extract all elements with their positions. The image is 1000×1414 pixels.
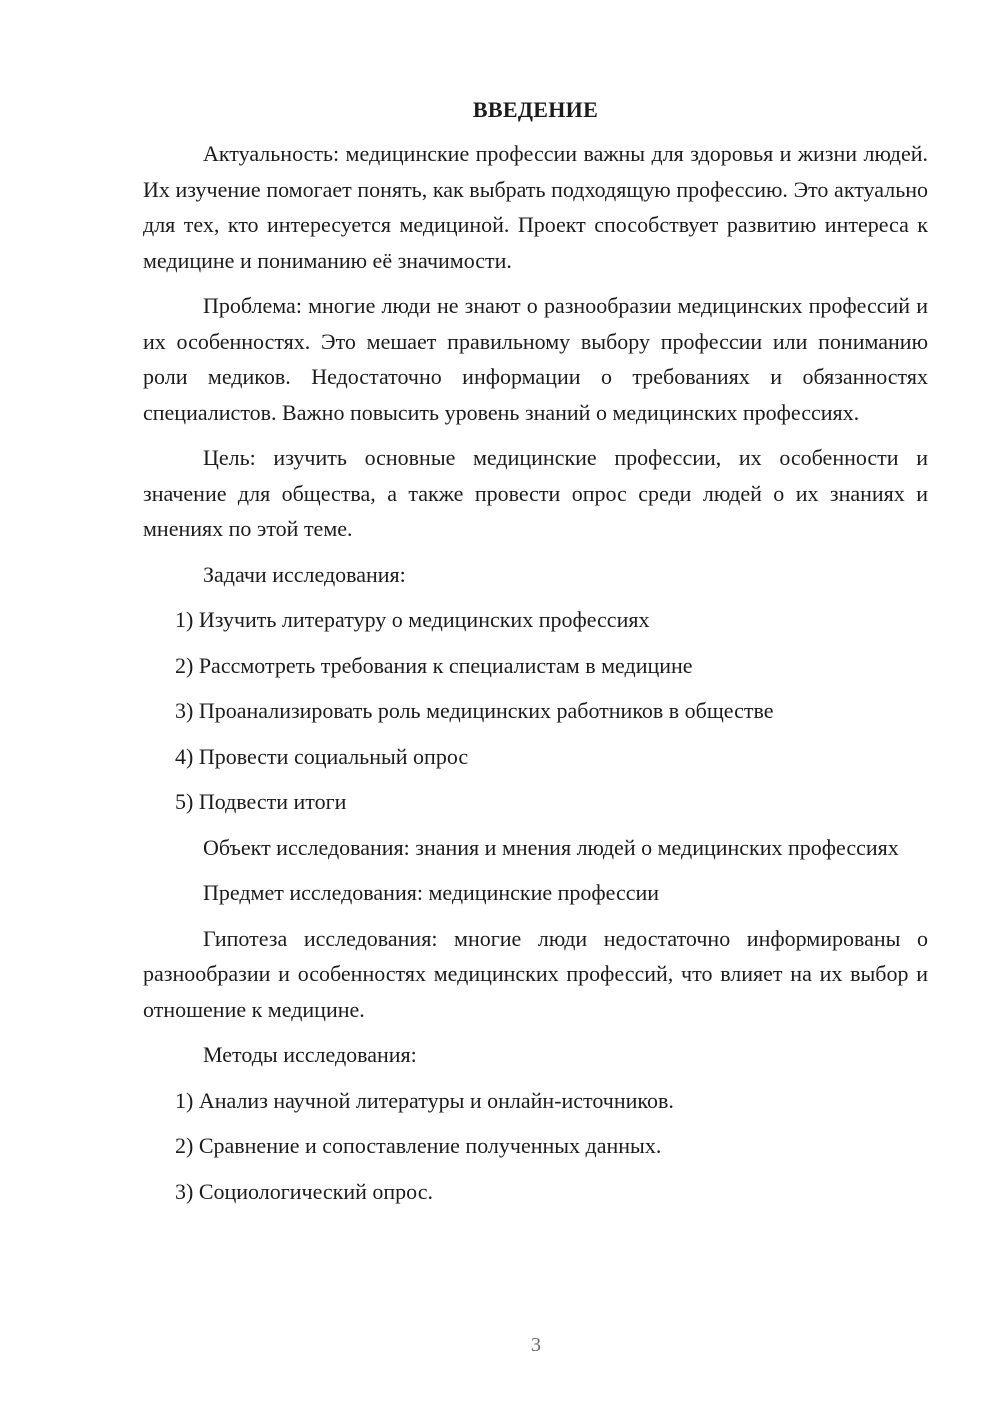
methods-list <box>143 1083 928 1210</box>
list-item: 5) Подвести итоги <box>175 789 347 814</box>
list-item: 1) Анализ научной литературы и онлайн-источников. <box>175 1087 674 1113</box>
hypothesis-paragraph: Гипотеза исследования: многие люди недостаточно информированы о разнообразии и особенностях медицинских профессий, что влияет на их выбор и отношение к медицине. <box>143 925 928 1022</box>
list-item: 2) Сравнение и сопоставление полученных данных. <box>175 1133 662 1158</box>
goal-paragraph: Цель: изучить основные медицинские профессии, их особенности и значение для общества, а также провести опрос среди людей о их знаниях и мнениях по этой теме. <box>143 445 928 541</box>
subject-paragraph: Предмет исследования: медицинские профессии <box>203 880 660 905</box>
list-item: 3) Социологический опрос. <box>175 1178 433 1204</box>
list-item: 3) Проанализировать роль медицинских работников в обществе <box>175 698 774 723</box>
list-item: 2) Рассмотреть требования к специалистам в медицине <box>175 652 693 678</box>
section-title: ВВЕДЕНИЕ <box>472 97 599 122</box>
document-page <box>143 92 928 1219</box>
page-number: 3 <box>531 1334 541 1356</box>
tasks-heading: Задачи исследования: <box>203 561 406 587</box>
tasks-list <box>143 602 928 820</box>
problem-paragraph: Проблема: многие люди не знают о разнообразии медицинских профессий и их особенностях. Это мешает правильному выбору профессии или пониманию роли медиков. Недостаточно информации о требованиях и обязанностях специалистов. Важно повысить уровень знаний о медицинских профессиях. <box>143 293 928 425</box>
list-item: 1) Изучить литературу о медицинских профессиях <box>175 607 650 632</box>
relevance-paragraph: Актуальность: медицинские профессии важны для здоровья и жизни людей. Их изучение помогает понять, как выбрать подходящую профессию. Это актуально для тех, кто интересуется медициной. Проект способствует развитию интереса к медицине и пониманию её значимости. <box>143 141 928 273</box>
methods-heading: Методы исследования: <box>203 1042 417 1067</box>
list-item: 4) Провести социальный опрос <box>175 743 469 769</box>
object-paragraph: Объект исследования: знания и мнения людей о медицинских профессиях <box>203 834 899 860</box>
